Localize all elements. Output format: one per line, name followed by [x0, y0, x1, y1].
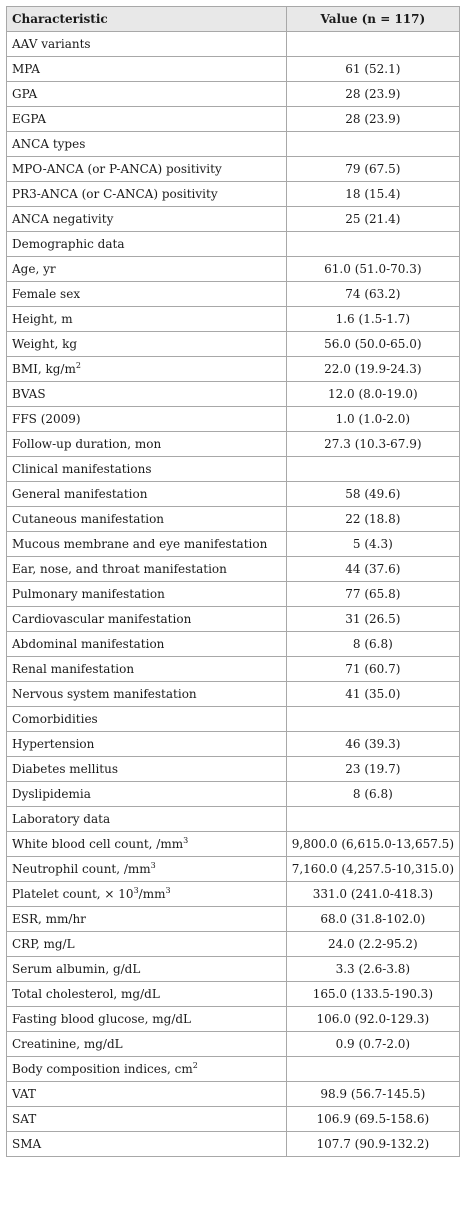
- characteristics-table: [6, 6, 460, 1157]
- characteristic-label: Platelet count, × 10: [12, 887, 134, 901]
- characteristic-label: EGPA: [12, 112, 46, 126]
- table-row: [7, 1032, 460, 1057]
- characteristic-cell: [7, 357, 287, 382]
- table-row: [7, 532, 460, 557]
- characteristic-label: SMA: [12, 1137, 42, 1151]
- table-row: [7, 732, 460, 757]
- characteristic-cell: [7, 532, 287, 557]
- table-row: [7, 432, 460, 457]
- table-row: [7, 832, 460, 857]
- section-value-cell: [286, 457, 459, 482]
- section-value-cell: [286, 132, 459, 157]
- value-cell: 3.3 (2.6-3.8): [286, 957, 459, 982]
- unit-suffix: /mm: [138, 887, 166, 901]
- characteristic-label: SAT: [12, 1112, 37, 1126]
- table-body: [7, 32, 460, 1157]
- characteristic-label: BMI, kg/m: [12, 362, 76, 376]
- section-label-cell: [7, 232, 287, 257]
- unit-superscript: 2: [192, 1061, 198, 1070]
- characteristic-label: ESR, mm/hr: [12, 912, 86, 926]
- characteristic-label: Total cholesterol, mg/dL: [12, 987, 160, 1001]
- characteristic-cell: [7, 1032, 287, 1057]
- characteristic-cell: [7, 507, 287, 532]
- characteristic-cell: [7, 857, 287, 882]
- table-row: [7, 1132, 460, 1157]
- unit-superscript: 3: [183, 836, 189, 845]
- table-row: [7, 207, 460, 232]
- value-cell: 106.0 (92.0-129.3): [286, 1007, 459, 1032]
- section-value-cell: [286, 707, 459, 732]
- value-cell: 106.9 (69.5-158.6): [286, 1107, 459, 1132]
- value-cell: 74 (63.2): [286, 282, 459, 307]
- characteristic-cell: [7, 382, 287, 407]
- value-cell: 58 (49.6): [286, 482, 459, 507]
- characteristic-label: Follow-up duration, mon: [12, 437, 162, 451]
- characteristic-cell: [7, 682, 287, 707]
- table-row: [7, 1082, 460, 1107]
- characteristic-cell: [7, 82, 287, 107]
- characteristic-cell: [7, 1132, 287, 1157]
- characteristic-label: Renal manifestation: [12, 662, 135, 676]
- section-label-cell: [7, 807, 287, 832]
- characteristic-cell: [7, 157, 287, 182]
- value-cell: 71 (60.7): [286, 657, 459, 682]
- table-row: [7, 382, 460, 407]
- value-cell: 22.0 (19.9-24.3): [286, 357, 459, 382]
- characteristic-label: Cardiovascular manifestation: [12, 612, 192, 626]
- characteristic-label: Neutrophil count, /mm: [12, 862, 151, 876]
- characteristic-cell: [7, 907, 287, 932]
- value-cell: 8 (6.8): [286, 782, 459, 807]
- characteristic-label: PR3-ANCA (or C-ANCA) positivity: [12, 187, 218, 201]
- section-row: [7, 707, 460, 732]
- table-row: [7, 657, 460, 682]
- characteristic-label: Pulmonary manifestation: [12, 587, 165, 601]
- value-cell: 7,160.0 (4,257.5-10,315.0): [286, 857, 459, 882]
- table-row: [7, 482, 460, 507]
- characteristic-label: AAV variants: [12, 37, 91, 51]
- characteristic-label: CRP, mg/L: [12, 937, 75, 951]
- value-cell: 27.3 (10.3-67.9): [286, 432, 459, 457]
- characteristic-cell: [7, 932, 287, 957]
- value-cell: 0.9 (0.7-2.0): [286, 1032, 459, 1057]
- value-cell: 12.0 (8.0-19.0): [286, 382, 459, 407]
- characteristic-cell: [7, 832, 287, 857]
- table-row: [7, 682, 460, 707]
- section-label-cell: [7, 457, 287, 482]
- table-row: [7, 782, 460, 807]
- characteristic-cell: [7, 732, 287, 757]
- value-cell: 23 (19.7): [286, 757, 459, 782]
- characteristic-label: Age, yr: [12, 262, 56, 276]
- characteristic-label: White blood cell count, /mm: [12, 837, 184, 851]
- characteristic-cell: [7, 57, 287, 82]
- value-cell: 25 (21.4): [286, 207, 459, 232]
- unit-superscript: 3: [133, 886, 139, 895]
- characteristic-cell: [7, 1107, 287, 1132]
- characteristic-cell: [7, 1082, 287, 1107]
- value-cell: 1.0 (1.0-2.0): [286, 407, 459, 432]
- characteristic-label: ANCA negativity: [12, 212, 114, 226]
- section-value-cell: [286, 807, 459, 832]
- section-row: [7, 32, 460, 57]
- table-row: [7, 557, 460, 582]
- section-label-cell: [7, 707, 287, 732]
- table-row: [7, 907, 460, 932]
- section-label-cell: [7, 1057, 287, 1082]
- table-row: [7, 582, 460, 607]
- value-cell: 24.0 (2.2-95.2): [286, 932, 459, 957]
- characteristic-cell: [7, 757, 287, 782]
- characteristic-label: Weight, kg: [12, 337, 78, 351]
- characteristic-cell: [7, 307, 287, 332]
- value-cell: 41 (35.0): [286, 682, 459, 707]
- section-value-cell: [286, 32, 459, 57]
- characteristic-cell: [7, 107, 287, 132]
- characteristic-cell: [7, 882, 287, 907]
- characteristic-cell: [7, 482, 287, 507]
- value-cell: 68.0 (31.8-102.0): [286, 907, 459, 932]
- characteristic-label: Female sex: [12, 287, 81, 301]
- table-row: [7, 407, 460, 432]
- characteristic-cell: [7, 282, 287, 307]
- characteristic-label: ANCA types: [12, 137, 86, 151]
- table-row: [7, 257, 460, 282]
- characteristic-cell: [7, 957, 287, 982]
- table-header-row: [7, 7, 460, 32]
- characteristic-cell: [7, 332, 287, 357]
- table-row: [7, 882, 460, 907]
- section-row: [7, 1057, 460, 1082]
- characteristic-cell: [7, 182, 287, 207]
- table-row: [7, 182, 460, 207]
- characteristic-label: FFS (2009): [12, 412, 81, 426]
- characteristic-label: Clinical manifestations: [12, 462, 152, 476]
- characteristic-cell: [7, 432, 287, 457]
- section-row: [7, 457, 460, 482]
- characteristic-label: Nervous system manifestation: [12, 687, 197, 701]
- unit-superscript: 3: [165, 886, 171, 895]
- characteristic-label: Demographic data: [12, 237, 125, 251]
- value-cell: 46 (39.3): [286, 732, 459, 757]
- characteristic-label: Mucous membrane and eye manifestation: [12, 537, 268, 551]
- characteristic-label: Dyslipidemia: [12, 787, 91, 801]
- table-row: [7, 957, 460, 982]
- table-row: [7, 932, 460, 957]
- value-cell: 31 (26.5): [286, 607, 459, 632]
- table-row: [7, 757, 460, 782]
- value-cell: 77 (65.8): [286, 582, 459, 607]
- characteristic-cell: [7, 782, 287, 807]
- characteristic-label: Cutaneous manifestation: [12, 512, 165, 526]
- section-value-cell: [286, 1057, 459, 1082]
- value-cell: 1.6 (1.5-1.7): [286, 307, 459, 332]
- table-row: [7, 282, 460, 307]
- characteristic-label: Height, m: [12, 312, 73, 326]
- table-row: [7, 82, 460, 107]
- value-cell: 28 (23.9): [286, 107, 459, 132]
- characteristic-cell: [7, 407, 287, 432]
- characteristic-label: MPO-ANCA (or P-ANCA) positivity: [12, 162, 222, 176]
- table-row: [7, 332, 460, 357]
- value-cell: 28 (23.9): [286, 82, 459, 107]
- table-row: [7, 982, 460, 1007]
- table-row: [7, 607, 460, 632]
- characteristic-cell: [7, 207, 287, 232]
- table-row: [7, 107, 460, 132]
- characteristic-cell: [7, 657, 287, 682]
- section-value-cell: [286, 232, 459, 257]
- characteristic-label: Serum albumin, g/dL: [12, 962, 141, 976]
- value-cell: 331.0 (241.0-418.3): [286, 882, 459, 907]
- column-header-characteristic: Characteristic: [7, 7, 287, 32]
- section-label-cell: [7, 132, 287, 157]
- characteristic-label: MPA: [12, 62, 40, 76]
- value-cell: 5 (4.3): [286, 532, 459, 557]
- characteristic-label: Hypertension: [12, 737, 95, 751]
- value-cell: 107.7 (90.9-132.2): [286, 1132, 459, 1157]
- characteristic-label: Ear, nose, and throat manifestation: [12, 562, 227, 576]
- table-row: [7, 632, 460, 657]
- value-cell: 61.0 (51.0-70.3): [286, 257, 459, 282]
- characteristic-label: Laboratory data: [12, 812, 111, 826]
- value-cell: 9,800.0 (6,615.0-13,657.5): [286, 832, 459, 857]
- value-cell: 8 (6.8): [286, 632, 459, 657]
- table-row: [7, 507, 460, 532]
- unit-superscript: 3: [150, 861, 156, 870]
- characteristic-label: Creatinine, mg/dL: [12, 1037, 123, 1051]
- characteristic-label: GPA: [12, 87, 38, 101]
- characteristic-label: Diabetes mellitus: [12, 762, 118, 776]
- characteristic-label: Abdominal manifestation: [12, 637, 165, 651]
- table-row: [7, 157, 460, 182]
- table-row: [7, 857, 460, 882]
- column-header-value: Value (n = 117): [286, 7, 459, 32]
- section-row: [7, 132, 460, 157]
- section-row: [7, 807, 460, 832]
- value-cell: 98.9 (56.7-145.5): [286, 1082, 459, 1107]
- value-cell: 18 (15.4): [286, 182, 459, 207]
- characteristic-label: Fasting blood glucose, mg/dL: [12, 1012, 192, 1026]
- characteristic-label: VAT: [12, 1087, 36, 1101]
- table-row: [7, 1007, 460, 1032]
- characteristic-label: Body composition indices, cm: [12, 1062, 193, 1076]
- value-cell: 44 (37.6): [286, 557, 459, 582]
- characteristic-cell: [7, 982, 287, 1007]
- unit-superscript: 2: [75, 361, 81, 370]
- characteristic-cell: [7, 257, 287, 282]
- value-cell: 56.0 (50.0-65.0): [286, 332, 459, 357]
- table-row: [7, 57, 460, 82]
- characteristic-label: BVAS: [12, 387, 46, 401]
- characteristic-cell: [7, 582, 287, 607]
- table-row: [7, 1107, 460, 1132]
- characteristic-label: General manifestation: [12, 487, 148, 501]
- section-label-cell: [7, 32, 287, 57]
- value-cell: 165.0 (133.5-190.3): [286, 982, 459, 1007]
- characteristic-label: Comorbidities: [12, 712, 98, 726]
- value-cell: 61 (52.1): [286, 57, 459, 82]
- table-row: [7, 357, 460, 382]
- section-row: [7, 232, 460, 257]
- characteristic-cell: [7, 632, 287, 657]
- table-row: [7, 307, 460, 332]
- characteristic-cell: [7, 1007, 287, 1032]
- characteristic-cell: [7, 607, 287, 632]
- value-cell: 22 (18.8): [286, 507, 459, 532]
- value-cell: 79 (67.5): [286, 157, 459, 182]
- characteristic-cell: [7, 557, 287, 582]
